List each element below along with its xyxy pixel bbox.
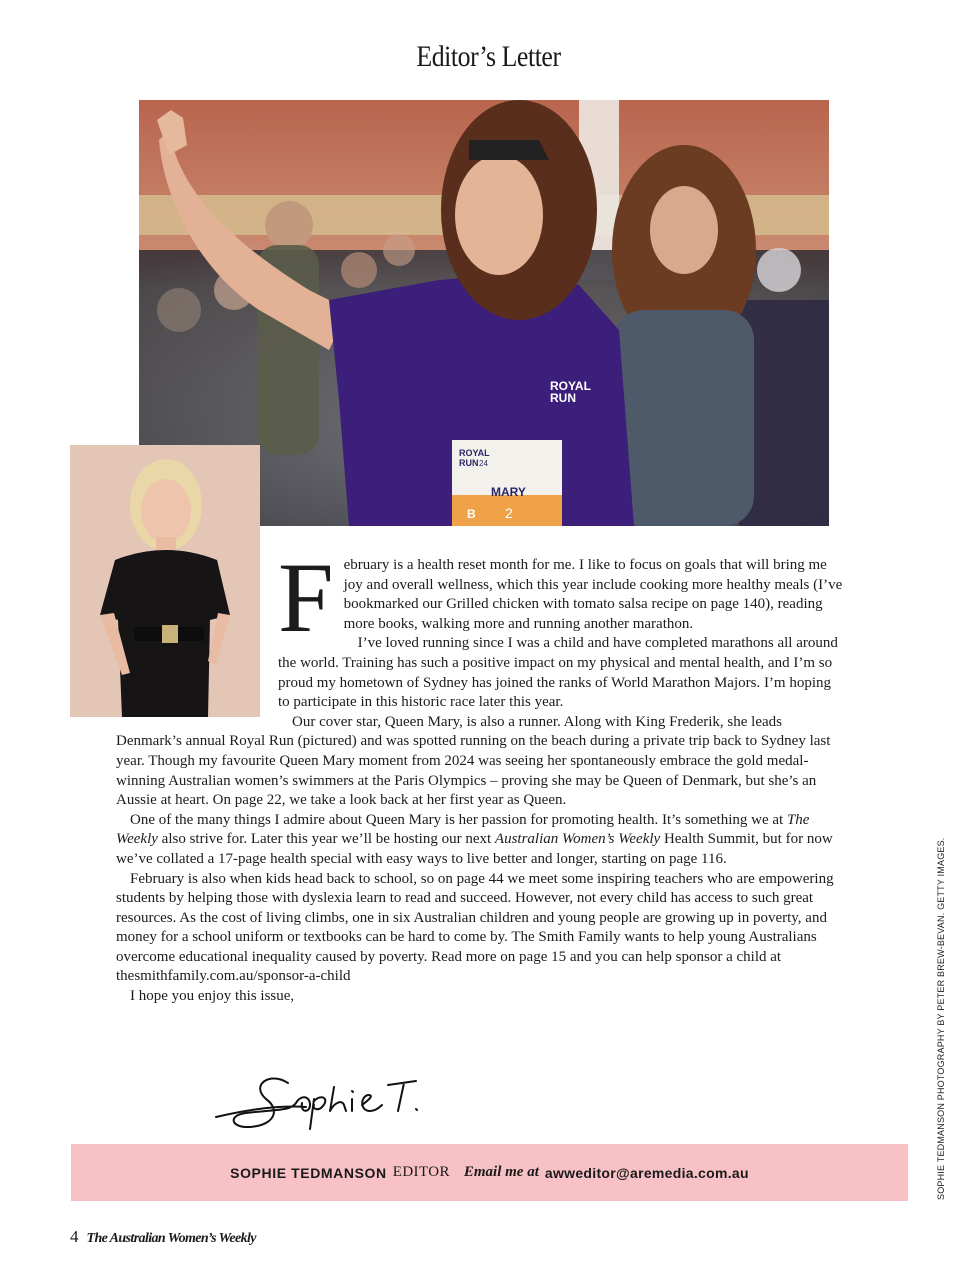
bib-name: MARY bbox=[491, 485, 526, 499]
email-label: Email me at bbox=[463, 1164, 539, 1180]
p4-text-3: Health Summit, but for now we’ve collated a 17-page health special with easy ways to live better and longer, starting on page 116. bbox=[116, 831, 833, 867]
drop-cap: F bbox=[278, 542, 334, 653]
bib-line2: RUN bbox=[459, 458, 479, 468]
shirt-logo-line2: RUN bbox=[550, 391, 576, 405]
p4-text-2: also strive for. Later this year we’ll be hosting our next bbox=[157, 831, 495, 848]
bib-letter: B bbox=[467, 507, 476, 521]
letter-paragraph-3: Our cover star, Queen Mary, is also a runner. Along with King Frederik, she leads Denmark’s annual Royal Run (pictured) and was spotted running on the beach during a private trip back to Sydney last year. Though my favourite Queen Mary moment from 2024 was seeing her spontaneously embrace the gold medal-winning Australian women’s swimmers at the Paris Olympics – proving she may be Queen of Denmark, but she’s an Aussie at heart. On page 22, we take a look back at her first year as Queen. bbox=[116, 713, 831, 809]
magazine-name: The Australian Women’s Weekly bbox=[86, 1231, 256, 1246]
photo-credit: SOPHIE TEDMANSON PHOTOGRAPHY BY PETER BREW-BEVAN. GETTY IMAGES. bbox=[936, 837, 946, 1200]
p4-text-1: One of the many things I admire about Queen Mary is her passion for promoting health. It’s something we at bbox=[130, 811, 787, 828]
letter-paragraph-4 bbox=[116, 811, 846, 870]
letter-paragraph-5: February is also when kids head back to school, so on page 44 we meet some inspiring teachers who are empowering students by helping those with dyslexia learn to read and succeed. However, not every child has access to such great resources. As the cost of living climbs, one in six Australian children and young people are growing up in poverty, and money for a school uniform or textbooks can be hard to come by. The Smith Family wants to help young Australians overcome educational inequality caused by poverty. Read more on page 15 and you can help sponsor a child at thesmithfamily.com.au/sponsor-a-child bbox=[116, 870, 834, 985]
letter-paragraph-1: ebruary is a health reset month for me. I like to focus on goals that will bring me joy and overall wellness, which this year include cooking more healthy meals (I’ve bookmarked our Grilled chicken with tomato salsa recipe on page 140), reading more books, walking more and running another marathon. bbox=[343, 557, 843, 632]
p4-italic-1: The Weekly bbox=[116, 811, 810, 848]
editor-contact-band bbox=[71, 1144, 908, 1201]
portrait-wrap-spacer bbox=[116, 556, 278, 721]
signature-illustration bbox=[210, 1065, 430, 1135]
bib-line1: ROYAL bbox=[459, 448, 490, 458]
bib-year: 24 bbox=[479, 459, 488, 468]
editor-name: SOPHIE TEDMANSON bbox=[230, 1164, 387, 1181]
page-title: Editor’s Letter bbox=[416, 40, 561, 73]
letter-paragraph-2: I’ve loved running since I was a child and have completed marathons all around the world. Training has such a positive impact on my physical and mental health, and I’m so proud my hometown of Sydney has joined the ranks of World Marathon Majors. I’m hoping to participate in this historic race later this year. bbox=[278, 635, 838, 711]
editor-signature bbox=[210, 1065, 430, 1135]
bib-number: 2 bbox=[505, 505, 513, 521]
letter-body bbox=[116, 542, 846, 1007]
p4-italic-2: Australian Women’s Weekly bbox=[494, 831, 661, 848]
letter-closing: I hope you enjoy this issue, bbox=[130, 988, 295, 1005]
page-number: 4 bbox=[70, 1227, 79, 1246]
editor-email-link[interactable]: awweditor@aremedia.com.au bbox=[544, 1164, 749, 1181]
page-folio bbox=[70, 1227, 256, 1247]
editor-role: EDITOR bbox=[392, 1164, 450, 1180]
shirt-logo-line1: ROYAL bbox=[550, 379, 591, 393]
